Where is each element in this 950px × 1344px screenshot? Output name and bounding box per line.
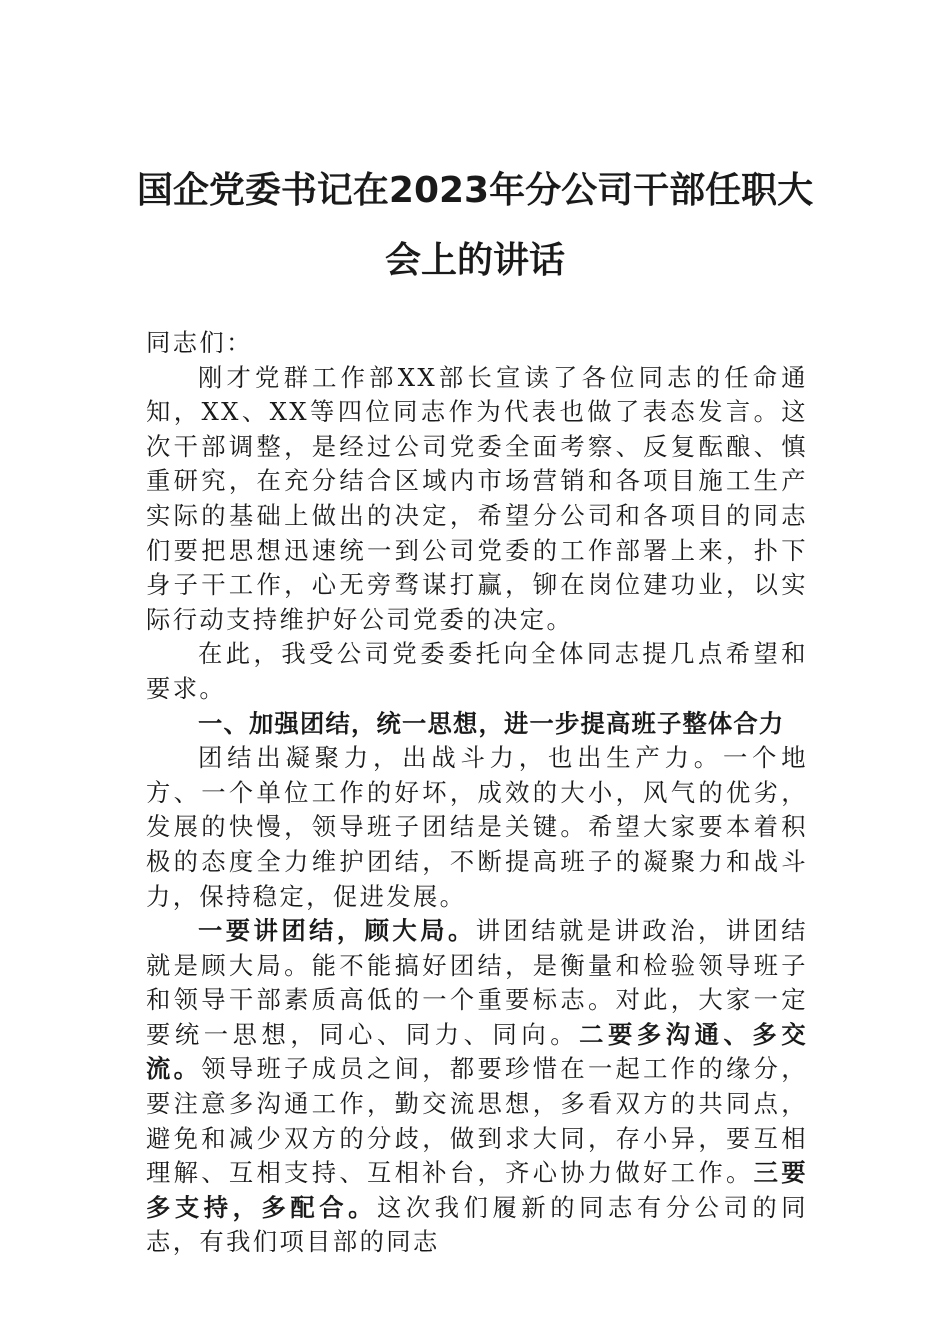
document-title: [100, 156, 850, 296]
requirement-1-heading: 一要讲团结，顾大局。: [198, 916, 476, 946]
paragraph-unity: 团结出凝聚力，出战斗力，也出生产力。一个地方、一个单位工作的好坏，成效的大小，风气的优劣，发展的快慢，领导班子团结是关键。希望大家要本着积极的态度全力维护团结，不断提高班子的凝聚力和战斗力，保持稳定，促进发展。: [146, 743, 808, 911]
paragraph-requirements: [146, 914, 808, 1260]
requirement-2-heading: 二要多沟通、多交流。: [146, 1019, 809, 1084]
title-line-2: 会上的讲话: [384, 240, 565, 281]
title-line-1: 国企党委书记在2023年分公司干部任职大: [136, 170, 814, 211]
requirement-2-text: 领导班子成员之间，都要珍惜在一起工作的缘分，要注意多沟通工作，勤交流思想，多看双方的共同点，避免和减少双方的分歧，做到求大同，存小异，要互相理解、互相支持、互相补台，齐心协力做好工作。: [146, 1054, 808, 1188]
section-heading-1: 一、加强团结，统一思想，进一步提高班子整体合力: [198, 708, 785, 738]
paragraph-intro: 刚才党群工作部XX部长宣读了各位同志的任命通知，XX、XX等四位同志作为代表也做了表态发言。这次干部调整，是经过公司党委全面考察、反复酝酿、慎重研究，在充分结合区域内市场营销和各项目施工生产实际的基础上做出的决定，希望分公司和各项目的同志们要把思想迅速统一到公司党委的工作部署上来，扑下身子干工作，心无旁骛谋打赢，铆在岗位建功业，以实际行动支持维护好公司党委的决定。: [146, 362, 808, 634]
requirement-3-text: 这次我们履新的同志有分公司的同志，有我们项目部的同志: [146, 1192, 809, 1257]
requirement-1-text: 讲团结就是讲政治，讲团结就是顾大局。能不能搞好团结，是衡量和检验领导班子和领导干部素质高低的一个重要标志。对此，大家一定要统一思想，同心、同力、同向。: [146, 916, 808, 1049]
requirement-3-heading: 三要多支持，多配合。: [146, 1158, 808, 1222]
salutation: 同志们：: [146, 328, 253, 357]
paragraph-request: 在此，我受公司党委委托向全体同志提几点希望和要求。: [146, 639, 808, 703]
document-body: [146, 326, 808, 1260]
